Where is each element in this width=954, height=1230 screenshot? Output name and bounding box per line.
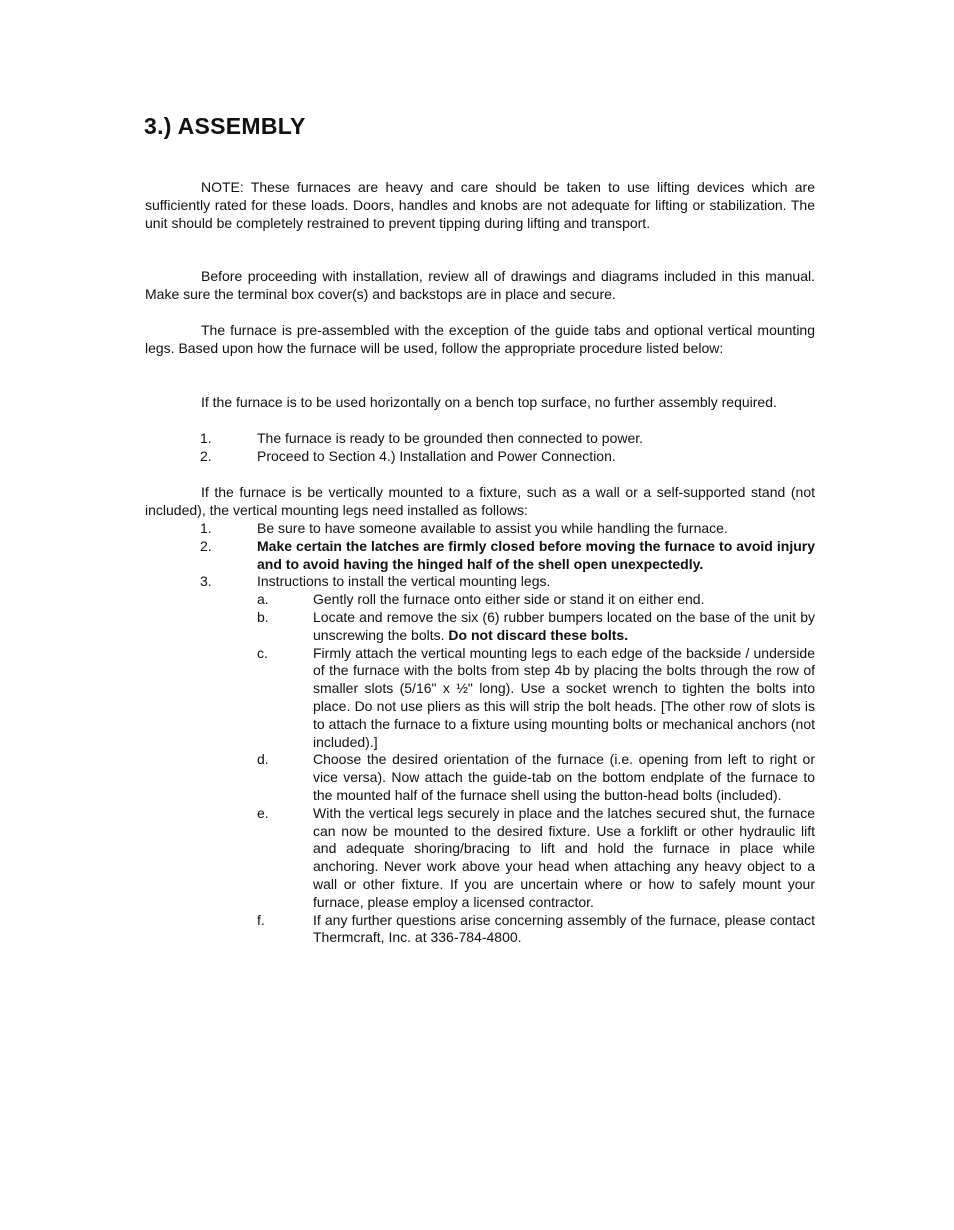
- list-item-number: 1.: [200, 430, 212, 446]
- note-paragraph: NOTE: These furnaces are heavy and care should be taken to use lifting devices which are sufficiently rated for these loads. Doors, handles and knobs are not adequate for lifting or stabilization. The unit should be completely restrained to prevent tipping during lifting and transport.: [145, 179, 815, 231]
- list-item-text: The furnace is ready to be grounded then connected to power.: [257, 430, 644, 446]
- warning-text: Make certain the latches are firmly closed before moving the furnace to avoid injury and to avoid having the hinged half of the shell open unexpectedly.: [257, 537, 815, 572]
- sub-list-item: [257, 912, 815, 948]
- sub-item-text: Gently roll the furnace onto either side or stand it on either end.: [313, 591, 705, 608]
- list-item: [145, 448, 815, 466]
- sub-list-item: [257, 645, 815, 752]
- list-item-text: Proceed to Section 4.) Installation and Power Connection.: [257, 447, 616, 464]
- vertical-paragraph: If the furnace is be vertically mounted to a fixture, such as a wall or a self-supported stand (not included), the vertical mounting legs need installed as follows:: [145, 484, 815, 518]
- review-paragraph: Before proceeding with installation, review all of drawings and diagrams included in this manual. Make sure the terminal box cover(s) and backstops are in place and secure.: [145, 268, 815, 302]
- sub-item-text: Firmly attach the vertical mounting legs to each edge of the backside / underside of the furnace with the bolts from step 4b by placing the bolts through the row of smaller slots (5/16" x ½" long). Use a socket wrench to tighten the bolts into place. Do not use pliers as this will strip the bolt heads. [The other row of slots is to attach the furnace to a fixture using mounting bolts or mechanical anchors (not included).]: [313, 644, 815, 750]
- list-item: [145, 430, 815, 448]
- sub-list-item: [257, 591, 815, 609]
- sub-item-letter: b.: [257, 608, 269, 625]
- sub-list-item: [257, 751, 815, 804]
- list-item-number: 2.: [200, 447, 212, 464]
- list-item: [145, 573, 815, 947]
- list-item-text: Instructions to install the vertical mounting legs.: [257, 573, 551, 590]
- sub-list-item: [257, 805, 815, 912]
- sub-steps-list: [257, 591, 815, 947]
- list-item-number: 2.: [200, 537, 212, 554]
- list-item-number: 1.: [200, 520, 212, 536]
- sub-item-text: With the vertical legs securely in place and the latches secured shut, the furnace can now be mounted to the desired fixture. Use a forklift or other hydraulic lift and adequate shoring/bracing to lift and hold the furnace in place while anchoring. Never work above your head when attaching any heavy object to a wall or other fixture. If you are uncertain where or how to safely mount your furnace, please employ a licensed contractor.: [313, 804, 815, 910]
- horizontal-paragraph: If the furnace is to be used horizontally on a bench top surface, no further assembly required.: [201, 394, 777, 410]
- sub-item-text: If any further questions arise concerning assembly of the furnace, please contact Thermcraft, Inc. at 336-784-4800.: [313, 911, 815, 946]
- list-item-warning: [145, 538, 815, 574]
- preassembled-paragraph: The furnace is pre-assembled with the exception of the guide tabs and optional vertical mounting legs. Based upon how the furnace will be used, follow the appropriate procedure listed below:: [145, 322, 815, 356]
- horizontal-steps-list: [145, 430, 815, 466]
- sub-item-letter: d.: [257, 751, 269, 768]
- sub-list-item: [257, 609, 815, 645]
- vertical-steps-list: [145, 520, 815, 947]
- sub-item-letter: a.: [257, 591, 269, 608]
- sub-item-text: Choose the desired orientation of the furnace (i.e. opening from left to right or vice versa). Now attach the guide-tab on the bottom endplate of the furnace to the mounted half of the furnace shell using the button-head bolts (included).: [313, 751, 815, 803]
- sub-item-bold-text: Do not discard these bolts.: [448, 626, 629, 643]
- sub-item-letter: f.: [257, 911, 265, 928]
- sub-item-letter: c.: [257, 644, 268, 661]
- list-item: [145, 520, 815, 538]
- list-item-number: 3.: [200, 573, 212, 590]
- list-item-text: Be sure to have someone available to assist you while handling the furnace.: [257, 520, 728, 536]
- section-heading: 3.) ASSEMBLY: [144, 113, 306, 139]
- sub-item-letter: e.: [257, 804, 269, 821]
- sub-item-text: Locate and remove the six (6) rubber bumpers located on the base of the unit by unscrewing the bolts.: [313, 608, 815, 643]
